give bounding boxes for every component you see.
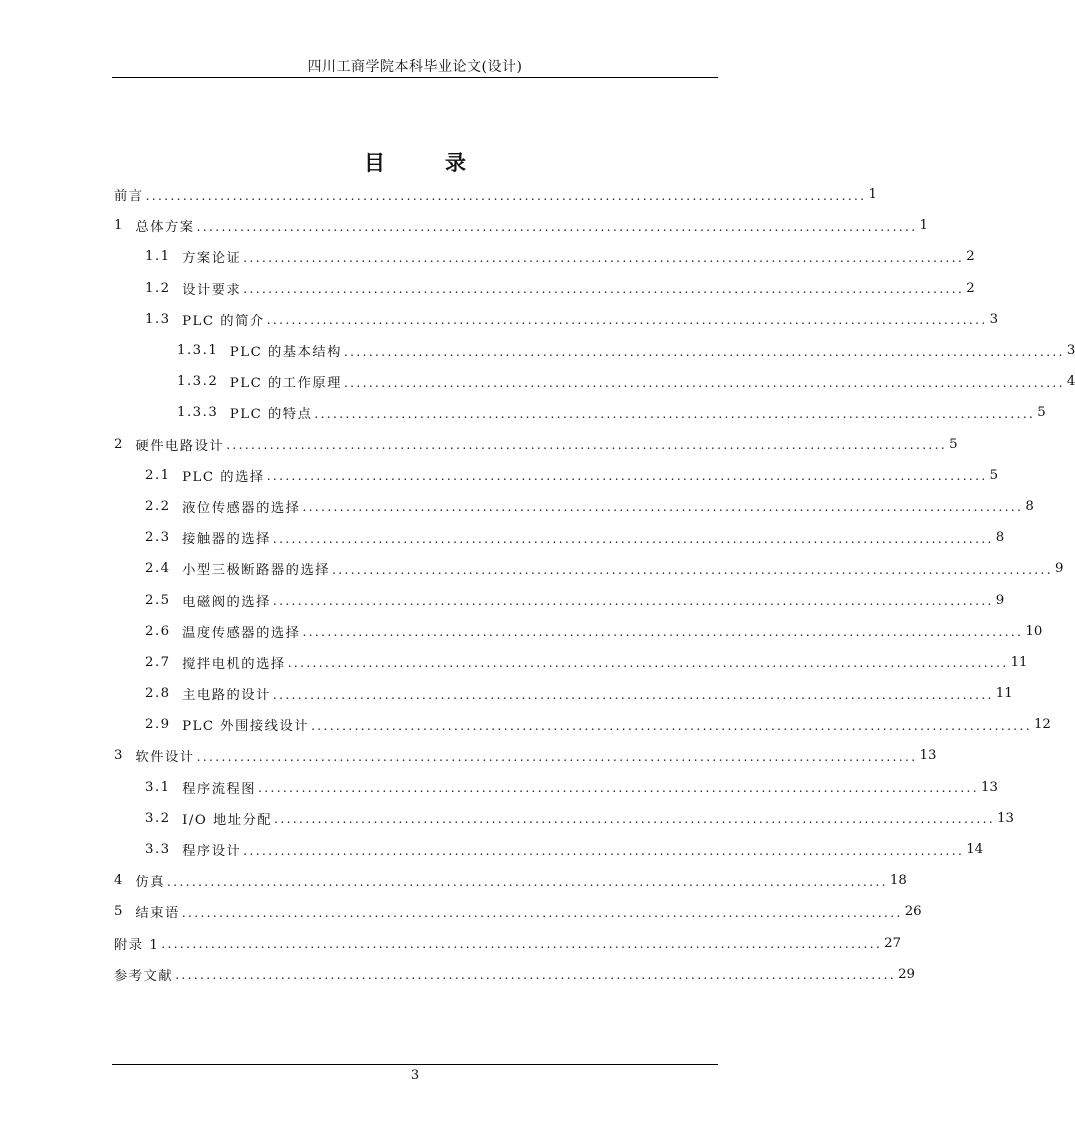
toc-number: 3.2: [145, 810, 183, 826]
toc-entry[interactable]: 2.3 接触器的选择 .................................................................................................................... 8: [145, 530, 1005, 548]
toc-page: 13: [997, 810, 1014, 826]
running-header: 四川工商学院本科毕业论文(设计): [307, 59, 523, 75]
toc-label: PLC 的工作原理: [229, 376, 342, 392]
toc-label: 仿真: [135, 875, 166, 891]
toc-label: PLC 的选择: [182, 469, 265, 485]
toc-number: 1: [114, 218, 136, 234]
toc-label: 主电路的设计: [182, 688, 271, 704]
toc-entry[interactable]: 1.3.3 PLC 的特点 .................................................................................................................... 5: [177, 405, 1046, 423]
toc-number: 2.4: [145, 561, 183, 577]
toc-page: 13: [919, 748, 937, 764]
toc-number: 4: [114, 873, 136, 889]
toc-label: 前言: [114, 189, 144, 205]
toc-label: 附录 1: [114, 937, 160, 953]
toc-label: 接触器的选择: [182, 532, 271, 548]
toc-page: 9: [1054, 561, 1064, 577]
toc-number: 2.7: [145, 654, 183, 670]
page-number: 3: [410, 1068, 420, 1083]
toc-title-right: 录: [445, 150, 466, 175]
toc-page: 5: [949, 436, 958, 452]
toc-entry[interactable]: 1.3.1 PLC 的基本结构 .................................................................................................................... 3: [177, 343, 1075, 361]
toc-entry[interactable]: 2.9 PLC 外围接线设计 .................................................................................................................... 12: [145, 717, 1051, 735]
toc-page: 12: [1033, 717, 1051, 733]
toc-page: 13: [980, 779, 998, 795]
toc-page: 18: [889, 873, 907, 889]
toc-entry[interactable]: 4 仿真 .................................................................................................................... 18: [114, 873, 907, 891]
toc-page: 11: [1010, 654, 1028, 670]
toc-page: 5: [1037, 405, 1046, 421]
toc-number: 2.3: [145, 530, 183, 546]
toc-number: 1.1: [145, 249, 183, 265]
toc-number: 2.9: [145, 717, 183, 733]
toc-entry[interactable]: 2.7 搅拌电机的选择 .................................................................................................................... 11: [145, 654, 1028, 672]
toc-label: PLC 的特点: [229, 407, 313, 423]
toc-page: 2: [966, 280, 975, 296]
toc-label: 总体方案: [135, 220, 195, 236]
toc-entry[interactable]: 5 结束语 .................................................................................................................... 26: [114, 904, 922, 922]
toc-page: 10: [1025, 623, 1043, 639]
toc-label: 设计要求: [182, 282, 242, 298]
toc-label: PLC 外围接线设计: [182, 719, 310, 735]
toc-page: 14: [966, 842, 984, 858]
toc-entry[interactable]: 前言 .................................................................................................................... 1: [114, 187, 877, 205]
toc-page: 1: [868, 187, 877, 203]
toc-entry[interactable]: 1.3.2 PLC 的工作原理 .................................................................................................................... 4: [177, 374, 1075, 392]
toc-entry[interactable]: 2.6 温度传感器的选择 .................................................................................................................... 10: [145, 623, 1043, 641]
toc-label: 结束语: [135, 906, 180, 922]
toc-number: 2.6: [145, 623, 183, 639]
toc-label: 小型三极断路器的选择: [182, 563, 331, 579]
toc-entry[interactable]: 3.2 I/O 地址分配 .................................................................................................................... 13: [145, 810, 1014, 828]
toc-number: 2.1: [145, 467, 183, 483]
toc-number: 1.3.2: [177, 374, 230, 390]
toc-entry[interactable]: 2.2 液位传感器的选择 .................................................................................................................... 8: [145, 498, 1034, 516]
toc-label: 程序流程图: [182, 781, 257, 797]
toc-entry[interactable]: 2.8 主电路的设计 .................................................................................................................... 11: [145, 686, 1013, 704]
toc-label: 硬件电路设计: [135, 438, 225, 454]
toc-entry[interactable]: 1 总体方案 .................................................................................................................... 1: [114, 218, 928, 236]
toc-number: 5: [114, 904, 136, 920]
toc-label: PLC 的基本结构: [229, 345, 342, 361]
toc-entry[interactable]: 附录 1 .................................................................................................................... 27: [114, 935, 902, 953]
toc-entry[interactable]: 3.1 程序流程图 .................................................................................................................... 13: [145, 779, 998, 797]
toc-label: 电磁阀的选择: [182, 594, 271, 610]
toc-page: 2: [966, 249, 975, 265]
toc-page: 8: [995, 530, 1005, 546]
toc-title-left: 目: [364, 150, 385, 175]
toc-page: 8: [1025, 498, 1034, 514]
toc-page: 9: [995, 592, 1005, 608]
table-of-contents: [114, 179, 1075, 990]
toc-number: 1.3: [145, 311, 183, 327]
toc-page: 5: [989, 467, 999, 483]
toc-entry[interactable]: 2 硬件电路设计 .................................................................................................................... 5: [114, 436, 958, 454]
header-rule: [112, 77, 718, 78]
footer-rule: [112, 1064, 718, 1065]
toc-number: 2.5: [145, 592, 183, 608]
toc-number: 2: [114, 436, 136, 452]
toc-title: [0, 147, 830, 177]
toc-entry[interactable]: 1.2 设计要求 .................................................................................................................... 2: [145, 280, 975, 298]
toc-label: 程序设计: [182, 844, 242, 860]
toc-label: PLC 的简介: [182, 313, 265, 329]
toc-label: 液位传感器的选择: [182, 500, 301, 516]
toc-page: 27: [884, 935, 902, 951]
toc-number: 2.2: [145, 498, 183, 514]
toc-label: 软件设计: [135, 750, 195, 766]
toc-label: 方案论证: [182, 251, 242, 267]
toc-page: 3: [1066, 343, 1075, 359]
toc-number: 1.2: [145, 280, 183, 296]
toc-entry[interactable]: 2.5 电磁阀的选择 .................................................................................................................... 9: [145, 592, 1005, 610]
toc-entry[interactable]: 1.1 方案论证 .................................................................................................................... 2: [145, 249, 975, 267]
toc-number: 3.1: [145, 779, 183, 795]
toc-label: I/O 地址分配: [182, 812, 273, 828]
toc-label: 搅拌电机的选择: [182, 656, 286, 672]
toc-entry[interactable]: 3 软件设计 .................................................................................................................... 13: [114, 748, 937, 766]
toc-number: 1.3.1: [177, 343, 230, 359]
toc-number: 1.3.3: [177, 405, 230, 421]
toc-number: 2.8: [145, 686, 183, 702]
toc-label: 温度传感器的选择: [182, 625, 301, 641]
toc-page: 3: [989, 311, 999, 327]
toc-label: 参考文献: [114, 968, 174, 984]
toc-entry[interactable]: 1.3 PLC 的简介 .................................................................................................................... 3: [145, 311, 999, 329]
toc-page: 26: [904, 904, 922, 920]
toc-entry[interactable]: 2.1 PLC 的选择 .................................................................................................................... 5: [145, 467, 999, 485]
toc-page: 29: [898, 966, 915, 982]
toc-entry[interactable]: 2.4 小型三极断路器的选择 .................................................................................................................... 9: [145, 561, 1064, 579]
toc-number: 3.3: [145, 842, 183, 858]
toc-number: 3: [114, 748, 136, 764]
toc-page: 4: [1066, 374, 1075, 390]
toc-page: 1: [919, 218, 928, 234]
toc-page: 11: [995, 686, 1013, 702]
toc-entry[interactable]: 参考文献 .................................................................................................................... 29: [114, 966, 915, 984]
toc-entry[interactable]: 3.3 程序设计 .................................................................................................................... 14: [145, 842, 984, 860]
